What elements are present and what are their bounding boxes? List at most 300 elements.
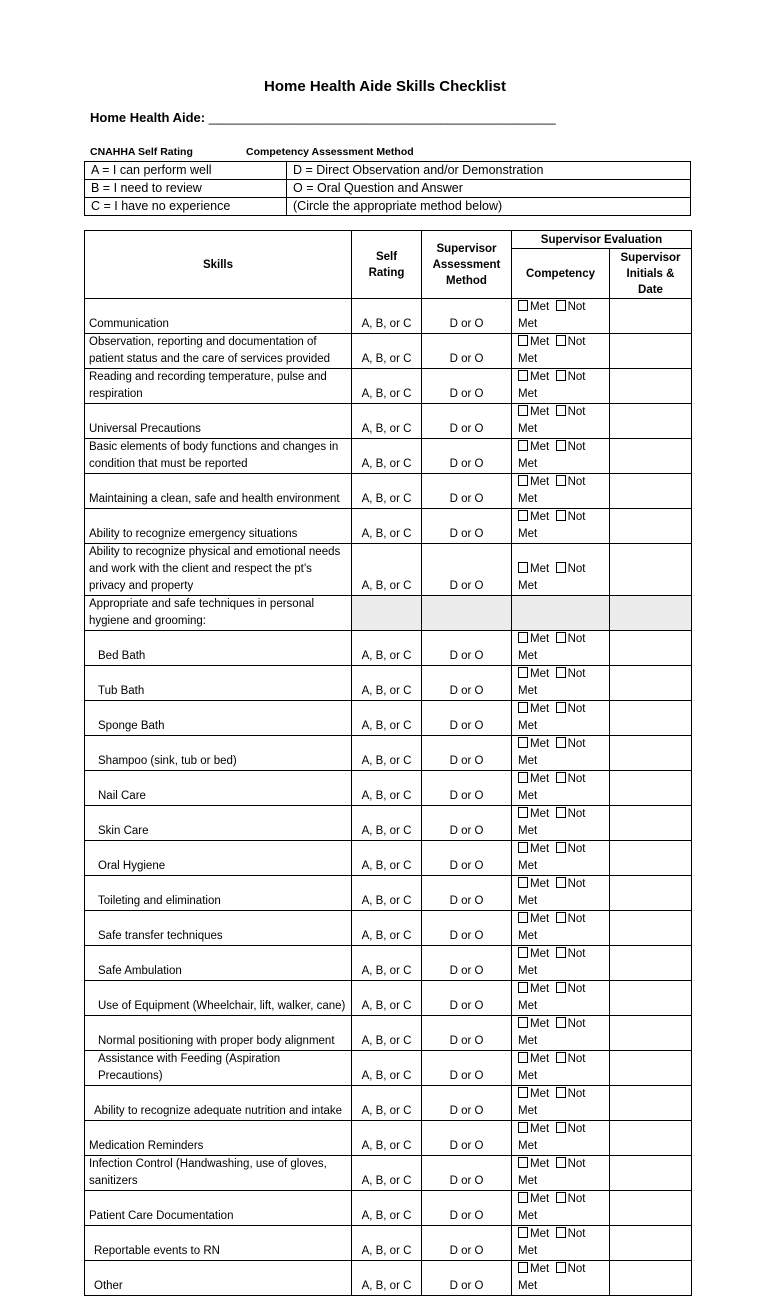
not-met-checkbox[interactable] <box>556 1087 566 1098</box>
competency-cell <box>512 806 610 841</box>
skill-name-line: Basic elements of body functions and changes in <box>89 441 339 453</box>
met-checkbox[interactable] <box>518 562 528 573</box>
skill-name <box>85 1121 352 1156</box>
table-row <box>85 771 692 806</box>
table-row <box>85 806 692 841</box>
competency-cell <box>512 771 610 806</box>
not-met-label: Not Met <box>518 633 586 662</box>
method-cell[interactable]: D or O <box>422 1226 512 1261</box>
legend-row <box>85 162 691 180</box>
initials-cell[interactable] <box>610 1226 692 1261</box>
met-label: Met <box>530 406 550 418</box>
method-cell[interactable]: D or O <box>422 1086 512 1121</box>
method-cell[interactable]: D or O <box>422 1016 512 1051</box>
self-rating-cell[interactable]: A, B, or C <box>352 334 422 369</box>
met-label: Met <box>530 1158 550 1170</box>
not-met-checkbox[interactable] <box>556 562 566 573</box>
not-met-label: Not Met <box>518 808 586 837</box>
met-checkbox[interactable] <box>518 335 528 346</box>
skill-name <box>85 1226 352 1261</box>
skill-name-line: hygiene and grooming: <box>89 615 206 627</box>
met-checkbox[interactable] <box>518 772 528 783</box>
met-label: Met <box>530 1193 550 1205</box>
method-cell[interactable]: D or O <box>422 369 512 404</box>
initials-cell[interactable] <box>610 369 692 404</box>
skill-name-line: Use of Equipment (Wheelchair, lift, walker, cane) <box>98 1000 346 1012</box>
skill-name <box>85 1086 352 1121</box>
initials-cell[interactable] <box>610 666 692 701</box>
self-rating-cell[interactable]: A, B, or C <box>352 1051 422 1086</box>
competency-cell <box>512 299 610 334</box>
method-header-line: Supervisor <box>436 242 497 255</box>
met-checkbox[interactable] <box>518 1087 528 1098</box>
legend-rating-cell: C = I have no experience <box>85 198 287 216</box>
legend-rating-cell: A = I can perform well <box>85 162 287 180</box>
not-met-label: Not Met <box>518 476 586 505</box>
initials-cell[interactable] <box>610 876 692 911</box>
skill-name-line: Other <box>94 1280 123 1292</box>
table-row <box>85 1261 692 1296</box>
method-cell[interactable]: D or O <box>422 544 512 596</box>
competency-cell <box>512 1086 610 1121</box>
self-rating-cell[interactable]: A, B, or C <box>352 946 422 981</box>
self-rating-cell[interactable]: A, B, or C <box>352 544 422 596</box>
met-checkbox[interactable] <box>518 982 528 993</box>
skill-name <box>85 911 352 946</box>
met-label: Met <box>530 633 550 645</box>
initials-cell[interactable] <box>610 474 692 509</box>
competency-cell <box>512 911 610 946</box>
not-met-checkbox[interactable] <box>556 807 566 818</box>
not-met-label: Not Met <box>518 913 586 942</box>
initials-cell[interactable] <box>610 1051 692 1086</box>
table-row <box>85 334 692 369</box>
self-rating-cell[interactable]: A, B, or C <box>352 736 422 771</box>
met-label: Met <box>530 1053 550 1065</box>
self-rating-cell[interactable]: A, B, or C <box>352 701 422 736</box>
initials-cell[interactable] <box>610 946 692 981</box>
self-rating-cell[interactable]: A, B, or C <box>352 404 422 439</box>
not-met-checkbox[interactable] <box>556 702 566 713</box>
initials-cell[interactable] <box>610 1016 692 1051</box>
not-met-checkbox[interactable] <box>556 947 566 958</box>
skill-name-line: Infection Control (Handwashing, use of gloves, <box>89 1158 327 1170</box>
not-met-checkbox[interactable] <box>556 475 566 486</box>
met-checkbox[interactable] <box>518 1052 528 1063</box>
method-cell[interactable]: D or O <box>422 806 512 841</box>
skill-name-line: Appropriate and safe techniques in personal <box>89 598 315 610</box>
self-rating-cell[interactable]: A, B, or C <box>352 369 422 404</box>
competency-cell <box>512 1016 610 1051</box>
not-met-checkbox[interactable] <box>556 1192 566 1203</box>
met-label: Met <box>530 371 550 383</box>
self-rating-cell[interactable]: A, B, or C <box>352 1261 422 1296</box>
method-header <box>422 231 512 299</box>
met-label: Met <box>530 703 550 715</box>
not-met-label: Not Met <box>518 843 586 872</box>
competency-cell <box>512 1226 610 1261</box>
met-checkbox[interactable] <box>518 912 528 923</box>
met-label: Met <box>530 913 550 925</box>
not-met-label: Not Met <box>518 511 586 540</box>
skill-name-line: patient status and the care of services provided <box>89 353 331 365</box>
competency-cell <box>512 404 610 439</box>
method-cell[interactable]: D or O <box>422 911 512 946</box>
legend-row <box>85 180 691 198</box>
skill-name-line: Medication Reminders <box>89 1140 204 1152</box>
not-met-checkbox[interactable] <box>556 877 566 888</box>
shaded-cell <box>610 596 692 631</box>
met-checkbox[interactable] <box>518 842 528 853</box>
met-checkbox[interactable] <box>518 370 528 381</box>
met-checkbox[interactable] <box>518 807 528 818</box>
method-cell[interactable]: D or O <box>422 666 512 701</box>
initials-cell[interactable] <box>610 1121 692 1156</box>
initials-cell[interactable] <box>610 1156 692 1191</box>
not-met-checkbox[interactable] <box>556 737 566 748</box>
met-checkbox[interactable] <box>518 475 528 486</box>
competency-cell <box>512 439 610 474</box>
method-cell[interactable]: D or O <box>422 509 512 544</box>
page-title: Home Health Aide Skills Checklist <box>263 78 507 95</box>
method-cell[interactable]: D or O <box>422 876 512 911</box>
not-met-checkbox[interactable] <box>556 842 566 853</box>
self-rating-cell[interactable]: A, B, or C <box>352 439 422 474</box>
method-cell[interactable]: D or O <box>422 1051 512 1086</box>
skill-name-line: Ability to recognize physical and emotional needs <box>89 546 341 558</box>
not-met-checkbox[interactable] <box>556 440 566 451</box>
competency-cell <box>512 876 610 911</box>
met-label: Met <box>530 476 550 488</box>
skill-name-line: condition that must be reported <box>89 458 248 470</box>
aide-blank-line[interactable]: ________________________________________________ <box>208 110 556 125</box>
met-label: Met <box>530 336 550 348</box>
initials-cell[interactable] <box>610 299 692 334</box>
self-rating-header-line: Rating <box>368 266 405 279</box>
skill-name-line: Reportable events to RN <box>94 1245 220 1257</box>
table-row <box>85 981 692 1016</box>
not-met-checkbox[interactable] <box>556 1017 566 1028</box>
table-row <box>85 1226 692 1261</box>
self-rating-cell[interactable]: A, B, or C <box>352 876 422 911</box>
self-rating-cell[interactable]: A, B, or C <box>352 509 422 544</box>
method-cell[interactable]: D or O <box>422 1191 512 1226</box>
skill-name-line: Safe transfer techniques <box>98 930 223 942</box>
not-met-checkbox[interactable] <box>556 370 566 381</box>
table-row <box>85 631 692 666</box>
skill-name-line: Oral Hygiene <box>98 860 166 872</box>
not-met-label: Not Met <box>518 948 586 977</box>
initials-header-line: Supervisor <box>620 251 681 264</box>
method-cell[interactable]: D or O <box>422 404 512 439</box>
table-row <box>85 544 692 596</box>
competency-cell <box>512 946 610 981</box>
not-met-label: Not Met <box>518 441 586 470</box>
met-label: Met <box>530 878 550 890</box>
self-rating-cell[interactable]: A, B, or C <box>352 666 422 701</box>
met-checkbox[interactable] <box>518 1192 528 1203</box>
skill-name-line: Patient Care Documentation <box>89 1210 234 1222</box>
competency-cell <box>512 1121 610 1156</box>
legend-method-cell: (Circle the appropriate method below) <box>287 198 691 216</box>
met-checkbox[interactable] <box>518 667 528 678</box>
not-met-label: Not Met <box>518 1053 586 1082</box>
initials-cell[interactable] <box>610 544 692 596</box>
skill-name-line: Communication <box>89 318 169 330</box>
met-label: Met <box>530 773 550 785</box>
skill-name <box>85 299 352 334</box>
table-row <box>85 299 692 334</box>
skill-name <box>85 771 352 806</box>
initials-cell[interactable] <box>610 981 692 1016</box>
initials-cell[interactable] <box>610 631 692 666</box>
skill-name-line: Ability to recognize emergency situations <box>89 528 298 540</box>
self-rating-cell[interactable]: A, B, or C <box>352 1086 422 1121</box>
skill-name-line: privacy and property <box>89 580 194 592</box>
met-label: Met <box>530 301 550 313</box>
initials-cell[interactable] <box>610 841 692 876</box>
not-met-label: Not Met <box>518 738 586 767</box>
self-rating-header <box>352 231 422 299</box>
skills-body <box>85 299 692 1296</box>
initials-cell[interactable] <box>610 1086 692 1121</box>
self-rating-cell[interactable]: A, B, or C <box>352 1016 422 1051</box>
header-row <box>85 231 692 249</box>
initials-cell[interactable] <box>610 404 692 439</box>
initials-cell[interactable] <box>610 334 692 369</box>
competency-cell <box>512 474 610 509</box>
table-row <box>85 439 692 474</box>
skill-name-line: Reading and recording temperature, pulse and <box>89 371 327 383</box>
not-met-checkbox[interactable] <box>556 667 566 678</box>
table-row <box>85 509 692 544</box>
competency-cell <box>512 334 610 369</box>
skill-name-line: Bed Bath <box>98 650 146 662</box>
initials-cell[interactable] <box>610 736 692 771</box>
competency-cell <box>512 631 610 666</box>
initials-cell[interactable] <box>610 911 692 946</box>
method-cell[interactable]: D or O <box>422 736 512 771</box>
met-checkbox[interactable] <box>518 1017 528 1028</box>
not-met-checkbox[interactable] <box>556 1157 566 1168</box>
skill-name-line: Normal positioning with proper body alignment <box>98 1035 335 1047</box>
not-met-checkbox[interactable] <box>556 1227 566 1238</box>
legend-rating-cell: B = I need to review <box>85 180 287 198</box>
self-rating-cell[interactable]: A, B, or C <box>352 806 422 841</box>
skill-name-line: Toileting and elimination <box>98 895 221 907</box>
met-checkbox[interactable] <box>518 877 528 888</box>
competency-cell <box>512 369 610 404</box>
not-met-checkbox[interactable] <box>556 300 566 311</box>
aide-name-field[interactable] <box>90 110 556 125</box>
met-label: Met <box>530 563 550 575</box>
skill-name <box>85 474 352 509</box>
not-met-checkbox[interactable] <box>556 405 566 416</box>
skill-name <box>85 981 352 1016</box>
skill-name-line: sanitizers <box>89 1175 138 1187</box>
met-checkbox[interactable] <box>518 1122 528 1133</box>
competency-cell <box>512 736 610 771</box>
self-rating-header-line: Self <box>375 250 398 263</box>
met-label: Met <box>530 668 550 680</box>
not-met-label: Not Met <box>518 301 586 330</box>
competency-cell <box>512 509 610 544</box>
method-cell[interactable]: D or O <box>422 1156 512 1191</box>
method-cell[interactable]: D or O <box>422 474 512 509</box>
not-met-label: Not Met <box>518 1018 586 1047</box>
skill-name <box>85 666 352 701</box>
initials-cell[interactable] <box>610 1261 692 1296</box>
not-met-label: Not Met <box>518 371 586 400</box>
skill-name <box>85 1261 352 1296</box>
skill-name-line: Assistance with Feeding (Aspiration <box>98 1053 281 1065</box>
met-checkbox[interactable] <box>518 702 528 713</box>
table-row <box>85 1051 692 1086</box>
table-row <box>85 946 692 981</box>
met-label: Met <box>530 738 550 750</box>
skill-name <box>85 806 352 841</box>
met-checkbox[interactable] <box>518 440 528 451</box>
self-rating-cell[interactable]: A, B, or C <box>352 981 422 1016</box>
not-met-label: Not Met <box>518 406 586 435</box>
initials-cell[interactable] <box>610 1191 692 1226</box>
met-label: Met <box>530 1228 550 1240</box>
not-met-checkbox[interactable] <box>556 510 566 521</box>
competency-cell <box>512 1156 610 1191</box>
skill-name-line: Ability to recognize adequate nutrition and intake <box>94 1105 343 1117</box>
skill-name <box>85 334 352 369</box>
met-label: Met <box>530 948 550 960</box>
method-cell[interactable]: D or O <box>422 1121 512 1156</box>
table-row <box>85 666 692 701</box>
met-label: Met <box>530 1123 550 1135</box>
skill-name <box>85 876 352 911</box>
not-met-label: Not Met <box>518 983 586 1012</box>
not-met-checkbox[interactable] <box>556 912 566 923</box>
evaluation-header: Supervisor Evaluation <box>512 231 692 249</box>
met-label: Met <box>530 441 550 453</box>
initials-cell[interactable] <box>610 771 692 806</box>
self-rating-cell[interactable]: A, B, or C <box>352 474 422 509</box>
self-rating-cell[interactable]: A, B, or C <box>352 631 422 666</box>
competency-cell <box>512 981 610 1016</box>
not-met-checkbox[interactable] <box>556 1122 566 1133</box>
method-cell[interactable]: D or O <box>422 946 512 981</box>
competency-cell <box>512 1191 610 1226</box>
not-met-label: Not Met <box>518 563 586 592</box>
method-heading: Competency Assessment Method <box>246 146 414 158</box>
skill-name <box>85 509 352 544</box>
not-met-checkbox[interactable] <box>556 1052 566 1063</box>
not-met-checkbox[interactable] <box>556 982 566 993</box>
method-cell[interactable]: D or O <box>422 701 512 736</box>
self-rating-cell[interactable]: A, B, or C <box>352 911 422 946</box>
not-met-label: Not Met <box>518 1228 586 1257</box>
met-checkbox[interactable] <box>518 737 528 748</box>
met-checkbox[interactable] <box>518 300 528 311</box>
self-rating-cell[interactable]: A, B, or C <box>352 771 422 806</box>
met-label: Met <box>530 1088 550 1100</box>
self-rating-cell[interactable]: A, B, or C <box>352 1156 422 1191</box>
met-checkbox[interactable] <box>518 1262 528 1273</box>
self-rating-cell[interactable]: A, B, or C <box>352 1191 422 1226</box>
skill-name <box>85 439 352 474</box>
method-cell[interactable]: D or O <box>422 439 512 474</box>
competency-cell <box>512 701 610 736</box>
initials-cell[interactable] <box>610 509 692 544</box>
method-cell[interactable]: D or O <box>422 631 512 666</box>
skill-name <box>85 596 352 631</box>
method-cell[interactable]: D or O <box>422 1261 512 1296</box>
not-met-checkbox[interactable] <box>556 335 566 346</box>
met-label: Met <box>530 843 550 855</box>
skill-name <box>85 736 352 771</box>
met-checkbox[interactable] <box>518 510 528 521</box>
initials-cell[interactable] <box>610 701 692 736</box>
skill-name-line: Tub Bath <box>98 685 145 697</box>
skill-name <box>85 369 352 404</box>
skill-name-line: and work with the client and respect the pt’s <box>89 563 312 575</box>
met-label: Met <box>530 1263 550 1275</box>
table-row <box>85 474 692 509</box>
met-label: Met <box>530 808 550 820</box>
met-checkbox[interactable] <box>518 632 528 643</box>
met-checkbox[interactable] <box>518 947 528 958</box>
skill-name <box>85 841 352 876</box>
initials-cell[interactable] <box>610 439 692 474</box>
table-row <box>85 736 692 771</box>
self-rating-cell[interactable]: A, B, or C <box>352 1121 422 1156</box>
method-cell[interactable]: D or O <box>422 334 512 369</box>
not-met-label: Not Met <box>518 1088 586 1117</box>
aide-label: Home Health Aide: <box>90 110 206 125</box>
skill-name <box>85 946 352 981</box>
met-checkbox[interactable] <box>518 405 528 416</box>
legend-row <box>85 198 691 216</box>
table-row <box>85 1156 692 1191</box>
skill-name <box>85 1191 352 1226</box>
table-row <box>85 404 692 439</box>
met-label: Met <box>530 983 550 995</box>
skill-name-line: Precautions) <box>98 1070 163 1082</box>
not-met-checkbox[interactable] <box>556 772 566 783</box>
self-rating-cell[interactable]: A, B, or C <box>352 299 422 334</box>
method-cell[interactable]: D or O <box>422 841 512 876</box>
met-checkbox[interactable] <box>518 1227 528 1238</box>
competency-header: Competency <box>512 249 610 299</box>
not-met-label: Not Met <box>518 1193 586 1222</box>
self-rating-cell[interactable]: A, B, or C <box>352 841 422 876</box>
skill-name <box>85 1156 352 1191</box>
skill-name <box>85 701 352 736</box>
legend-method-cell: O = Oral Question and Answer <box>287 180 691 198</box>
method-cell[interactable]: D or O <box>422 299 512 334</box>
method-cell[interactable]: D or O <box>422 771 512 806</box>
skill-name-line: Sponge Bath <box>98 720 165 732</box>
not-met-checkbox[interactable] <box>556 632 566 643</box>
not-met-label: Not Met <box>518 1158 586 1187</box>
skills-header: Skills <box>85 231 352 299</box>
self-rating-cell[interactable]: A, B, or C <box>352 1226 422 1261</box>
met-checkbox[interactable] <box>518 1157 528 1168</box>
skill-name <box>85 631 352 666</box>
method-cell[interactable]: D or O <box>422 981 512 1016</box>
initials-cell[interactable] <box>610 806 692 841</box>
not-met-checkbox[interactable] <box>556 1262 566 1273</box>
competency-cell <box>512 1261 610 1296</box>
not-met-label: Not Met <box>518 336 586 365</box>
competency-cell <box>512 544 610 596</box>
